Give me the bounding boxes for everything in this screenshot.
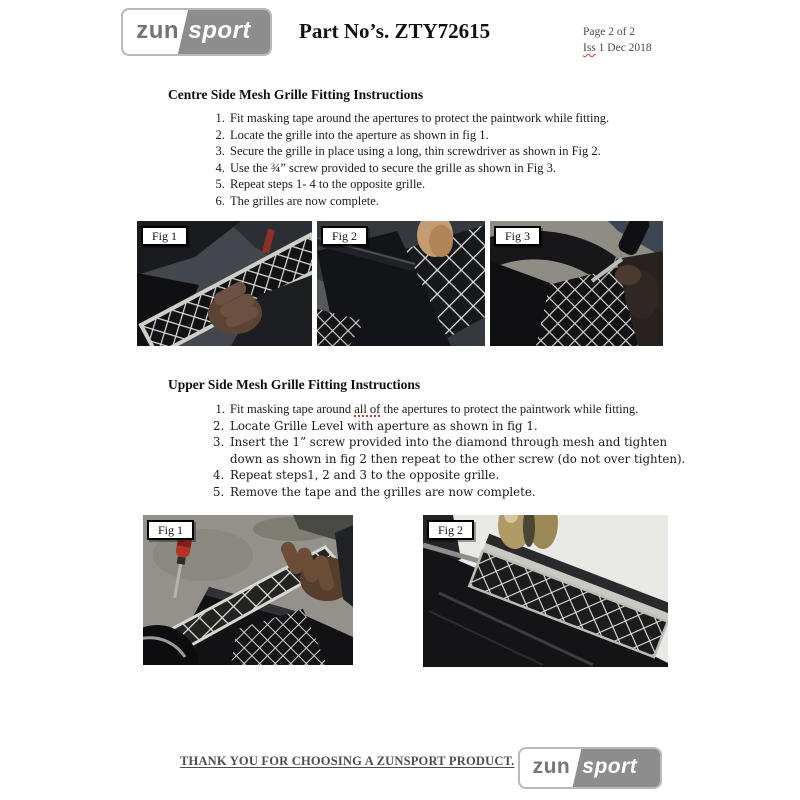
part-number-title: Part No’s. ZTY72615 — [299, 19, 491, 43]
step-item — [228, 401, 688, 418]
grammar-marked-text: all of — [354, 402, 381, 416]
step-text: the apertures to protect the paintwork while fitting. — [380, 402, 639, 416]
issue-abbrev: Iss — [583, 42, 596, 54]
figure-upper-fig2 — [423, 515, 668, 667]
figure-label: Fig 1 — [141, 226, 188, 246]
figure-label: Fig 1 — [147, 520, 194, 540]
figure-centre-fig2 — [317, 221, 485, 346]
logo-zun-text: zun — [532, 755, 571, 779]
step-item: 3. Secure the grille in place using a long, thin screwdriver as shown in Fig 2. — [228, 143, 688, 160]
step-item: 5. Remove the tape and the grilles are now complete. — [228, 484, 688, 501]
zunsport-logo-footer — [518, 747, 662, 789]
centre-section-heading: Centre Side Mesh Grille Fitting Instructions — [168, 87, 424, 102]
logo-zun-text: zun — [136, 16, 180, 44]
step-item: 3. Insert the 1” screw provided into the diamond through mesh and tighten down as shown in fig 2 then repeat to the other screw (do not over tighten). — [228, 434, 688, 467]
footer-thanks-text: THANK YOU FOR CHOOSING A ZUNSPORT PRODUCT. — [180, 754, 515, 768]
issue-date-rest: 1 Dec 2018 — [595, 42, 652, 54]
figure-centre-fig1 — [137, 221, 312, 346]
issue-date — [583, 40, 652, 56]
logo-sport-text: sport — [188, 16, 251, 44]
figure-label: Fig 2 — [321, 226, 368, 246]
step-item: 4. Use the ¾” screw provided to secure the grille as shown in Fig 3. — [228, 160, 688, 177]
figure-centre-fig3 — [490, 221, 663, 346]
zunsport-logo — [121, 8, 272, 56]
page-info — [583, 24, 652, 56]
step-item: 4. Repeat steps1, 2 and 3 to the opposite grille. — [228, 467, 688, 484]
upper-section-heading: Upper Side Mesh Grille Fitting Instructions — [168, 377, 421, 392]
step-item: 5. Repeat steps 1- 4 to the opposite grille. — [228, 176, 688, 193]
step-text: Fit masking tape around — [230, 402, 355, 416]
figure-label: Fig 3 — [494, 226, 541, 246]
figure-label: Fig 2 — [427, 520, 474, 540]
logo-sport-text: sport — [582, 755, 638, 779]
figure-upper-fig1 — [143, 515, 353, 665]
page-number: Page 2 of 2 — [583, 26, 636, 38]
step-item: 1. Fit masking tape around the apertures to protect the paintwork while fitting. — [228, 110, 688, 127]
step-item: 2. Locate the grille into the aperture as shown in fig 1. — [228, 127, 688, 144]
upper-steps-list — [196, 401, 688, 500]
centre-steps-list — [196, 110, 688, 209]
step-item: 6. The grilles are now complete. — [228, 193, 688, 210]
step-item: 2. Locate Grille Level with aperture as shown in fig 1. — [228, 418, 688, 435]
